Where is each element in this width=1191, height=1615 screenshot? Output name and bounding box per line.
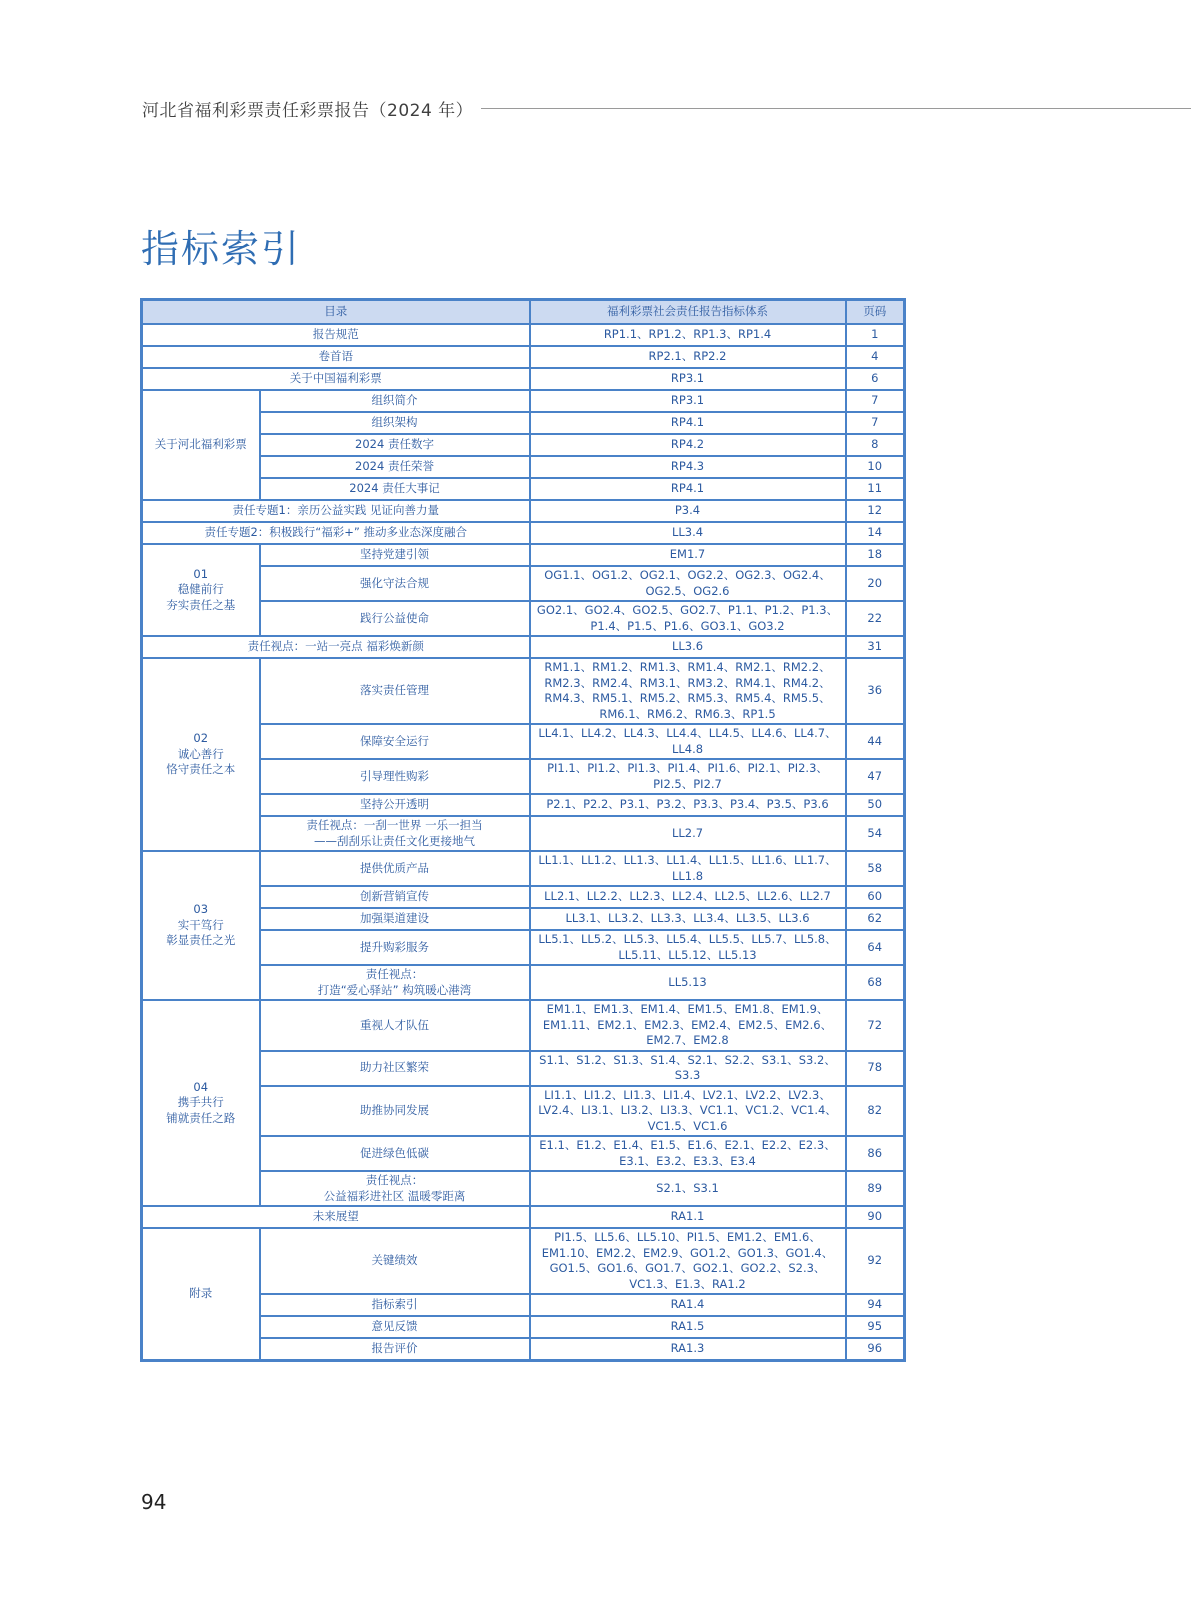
index-codes: RA1.4 — [530, 1294, 846, 1316]
index-codes: RA1.5 — [530, 1316, 846, 1338]
table-row — [142, 346, 905, 368]
page-number: 31 — [846, 636, 905, 658]
index-codes: LL4.1、LL4.2、LL4.3、LL4.4、LL4.5、LL4.6、LL4.7、LL4.8 — [530, 724, 846, 759]
page-number: 60 — [846, 886, 905, 908]
page-number: 95 — [846, 1316, 905, 1338]
table-body — [142, 324, 905, 1360]
catalog-item: 促进绿色低碳 — [260, 1136, 530, 1171]
column-header-index: 福利彩票社会责任报告指标体系 — [530, 300, 846, 325]
index-codes: RP2.1、RP2.2 — [530, 346, 846, 368]
section-label-line: 诚心善行 — [177, 746, 224, 761]
page-number: 96 — [846, 1338, 905, 1360]
page-number: 94 — [846, 1294, 905, 1316]
index-codes: S1.1、S1.2、S1.3、S1.4、S2.1、S2.2、S3.1、S3.2、S3.3 — [530, 1051, 846, 1086]
page-header — [142, 94, 1191, 122]
index-codes: P2.1、P2.2、P3.1、P3.2、P3.3、P3.4、P3.5、P3.6 — [530, 794, 846, 816]
catalog-item: 2024 责任数字 — [260, 434, 530, 456]
section-label — [142, 1000, 260, 1206]
page-number: 10 — [846, 456, 905, 478]
index-codes: LL2.1、LL2.2、LL2.3、LL2.4、LL2.5、LL2.6、LL2.7 — [530, 886, 846, 908]
page-number: 12 — [846, 500, 905, 522]
section-label-line: 夯实责任之基 — [166, 597, 236, 612]
index-codes: LI1.1、LI1.2、LI1.3、LI1.4、LV2.1、LV2.2、LV2.3、LV2.4、LI3.1、LI3.2、LI3.3、VC1.1、VC1.2、VC1.4、VC1.5、VC1.6 — [530, 1086, 846, 1137]
table-row — [142, 522, 905, 544]
catalog-item: 引导理性购彩 — [260, 759, 530, 794]
index-codes: E1.1、E1.2、E1.4、E1.5、E1.6、E2.1、E2.2、E2.3、E3.1、E3.2、E3.3、E3.4 — [530, 1136, 846, 1171]
index-codes: LL2.7 — [530, 816, 846, 851]
table-row — [142, 324, 905, 346]
section-label-line: 01 — [193, 566, 209, 581]
index-codes: PI1.1、PI1.2、PI1.3、PI1.4、PI1.6、PI2.1、PI2.3、PI2.5、PI2.7 — [530, 759, 846, 794]
catalog-item: 坚持党建引领 — [260, 544, 530, 566]
catalog-item: 重视人才队伍 — [260, 1000, 530, 1051]
index-table-wrapper — [140, 298, 903, 1362]
index-codes: S2.1、S3.1 — [530, 1171, 846, 1206]
index-codes: LL3.4 — [530, 522, 846, 544]
catalog-item: 组织架构 — [260, 412, 530, 434]
section-label-line: 02 — [193, 731, 209, 746]
section-label — [142, 851, 260, 1000]
section-label-line: 彰显责任之光 — [166, 933, 236, 948]
catalog-item: 指标索引 — [260, 1294, 530, 1316]
catalog-item: 保障安全运行 — [260, 724, 530, 759]
table-row — [142, 636, 905, 658]
catalog-item: 2024 责任大事记 — [260, 478, 530, 500]
column-header-catalog: 目录 — [142, 300, 530, 325]
section-label — [142, 544, 260, 636]
report-title: 河北省福利彩票责任彩票报告（2024 年） — [142, 100, 474, 121]
catalog-item: 强化守法合规 — [260, 566, 530, 601]
page-number: 7 — [846, 390, 905, 412]
page-number: 14 — [846, 522, 905, 544]
section-label — [142, 1228, 260, 1360]
page-number: 7 — [846, 412, 905, 434]
section-label — [142, 658, 260, 851]
page-number: 72 — [846, 1000, 905, 1051]
catalog-item: 卷首语 — [142, 346, 530, 368]
page-number: 82 — [846, 1086, 905, 1137]
section-label — [142, 390, 260, 500]
catalog-item: 组织简介 — [260, 390, 530, 412]
catalog-item: 报告评价 — [260, 1338, 530, 1360]
table-row — [142, 368, 905, 390]
table-row — [142, 1228, 905, 1294]
catalog-item: 提升购彩服务 — [260, 930, 530, 965]
table-header-row — [142, 300, 905, 325]
page-number: 44 — [846, 724, 905, 759]
page-number: 68 — [846, 965, 905, 1000]
page-number: 92 — [846, 1228, 905, 1294]
index-codes: RP4.3 — [530, 456, 846, 478]
catalog-item: 创新营销宣传 — [260, 886, 530, 908]
table-row — [142, 390, 905, 412]
index-codes: LL5.13 — [530, 965, 846, 1000]
page-number: 78 — [846, 1051, 905, 1086]
catalog-item: 助推协同发展 — [260, 1086, 530, 1137]
index-codes: EM1.1、EM1.3、EM1.4、EM1.5、EM1.8、EM1.9、EM1.11、EM2.1、EM2.3、EM2.4、EM2.5、EM2.6、EM2.7、EM2.8 — [530, 1000, 846, 1051]
column-header-page: 页码 — [846, 300, 905, 325]
table-row — [142, 500, 905, 522]
index-codes: LL3.1、LL3.2、LL3.3、LL3.4、LL3.5、LL3.6 — [530, 908, 846, 930]
table-row — [142, 544, 905, 566]
page-number: 18 — [846, 544, 905, 566]
table-row — [142, 658, 905, 724]
catalog-item: 意见反馈 — [260, 1316, 530, 1338]
page-number: 11 — [846, 478, 905, 500]
catalog-item: 关键绩效 — [260, 1228, 530, 1294]
table-row — [142, 1000, 905, 1051]
page-title: 指标索引 — [141, 227, 302, 271]
index-codes: RP1.1、RP1.2、RP1.3、RP1.4 — [530, 324, 846, 346]
index-table — [140, 298, 906, 1362]
catalog-item: 未来展望 — [142, 1206, 530, 1228]
index-codes: LL5.1、LL5.2、LL5.3、LL5.4、LL5.5、LL5.7、LL5.8、LL5.11、LL5.12、LL5.13 — [530, 930, 846, 965]
section-label-line: 携手共行 — [177, 1095, 224, 1110]
index-codes: RM1.1、RM1.2、RM1.3、RM1.4、RM2.1、RM2.2、RM2.3、RM2.4、RM3.1、RM3.2、RM4.1、RM4.2、RM4.3、RM5.1、RM5.2、RM5.3、RM5.4、RM5.5、RM6.1、RM6.2、RM6.3、RP1.5 — [530, 658, 846, 724]
index-codes: RP4.1 — [530, 478, 846, 500]
page-number: 4 — [846, 346, 905, 368]
page-number: 47 — [846, 759, 905, 794]
catalog-item: 助力社区繁荣 — [260, 1051, 530, 1086]
catalog-item: 坚持公开透明 — [260, 794, 530, 816]
index-codes: P3.4 — [530, 500, 846, 522]
catalog-item: 提供优质产品 — [260, 851, 530, 886]
catalog-item: 2024 责任荣誉 — [260, 456, 530, 478]
page-number: 64 — [846, 930, 905, 965]
catalog-item: 责任专题2：积极践行“福彩+” 推动多业态深度融合 — [142, 522, 530, 544]
index-codes: PI1.5、LL5.6、LL5.10、PI1.5、EM1.2、EM1.6、EM1.10、EM2.2、EM2.9、GO1.2、GO1.3、GO1.4、GO1.5、GO1.6、GO1.7、GO2.1、GO2.2、S2.3、VC1.3、E1.3、RA1.2 — [530, 1228, 846, 1294]
catalog-item: 责任视点： 打造“爱心驿站” 构筑暖心港湾 — [260, 965, 530, 1000]
catalog-item: 践行公益使命 — [260, 601, 530, 636]
index-codes: LL1.1、LL1.2、LL1.3、LL1.4、LL1.5、LL1.6、LL1.7、LL1.8 — [530, 851, 846, 886]
index-codes: RP4.2 — [530, 434, 846, 456]
page-number: 8 — [846, 434, 905, 456]
page-number: 89 — [846, 1171, 905, 1206]
catalog-item: 责任视点：一刮一世界 一乐一担当 ——刮刮乐让责任文化更接地气 — [260, 816, 530, 851]
section-label-line: 恪守责任之本 — [166, 762, 236, 777]
page-number: 90 — [846, 1206, 905, 1228]
catalog-item: 加强渠道建设 — [260, 908, 530, 930]
page-number: 86 — [846, 1136, 905, 1171]
index-codes: RP3.1 — [530, 390, 846, 412]
catalog-item: 报告规范 — [142, 324, 530, 346]
section-label-line: 铺就责任之路 — [166, 1110, 236, 1125]
page-number: 22 — [846, 601, 905, 636]
page-number: 6 — [846, 368, 905, 390]
index-codes: RP3.1 — [530, 368, 846, 390]
index-codes: EM1.7 — [530, 544, 846, 566]
catalog-item: 责任视点： 公益福彩进社区 温暖零距离 — [260, 1171, 530, 1206]
index-codes: GO2.1、GO2.4、GO2.5、GO2.7、P1.1、P1.2、P1.3、P1.4、P1.5、P1.6、GO3.1、GO3.2 — [530, 601, 846, 636]
table-row — [142, 851, 905, 886]
section-label-line: 关于河北福利彩票 — [154, 437, 247, 452]
table-row — [142, 1206, 905, 1228]
section-label-line: 03 — [193, 902, 209, 917]
section-label-line: 稳健前行 — [177, 582, 224, 597]
catalog-item: 落实责任管理 — [260, 658, 530, 724]
page-number: 58 — [846, 851, 905, 886]
section-label-line: 04 — [193, 1079, 209, 1094]
responsibility-viewpoint: 责任视点：一站一亮点 福彩焕新颜 — [142, 636, 530, 658]
index-codes: RP4.1 — [530, 412, 846, 434]
page-number: 62 — [846, 908, 905, 930]
index-codes: LL3.6 — [530, 636, 846, 658]
page-number: 36 — [846, 658, 905, 724]
page-number: 54 — [846, 816, 905, 851]
section-label-line: 附录 — [189, 1286, 213, 1300]
page-number-footer: 94 — [141, 1490, 167, 1514]
index-codes: RA1.3 — [530, 1338, 846, 1360]
header-divider — [481, 108, 1191, 109]
index-codes: RA1.1 — [530, 1206, 846, 1228]
index-codes: OG1.1、OG1.2、OG2.1、OG2.2、OG2.3、OG2.4、OG2.5、OG2.6 — [530, 566, 846, 601]
catalog-item: 责任专题1：亲历公益实践 见证向善力量 — [142, 500, 530, 522]
page-number: 20 — [846, 566, 905, 601]
section-label-line: 实干笃行 — [177, 917, 224, 932]
page-number: 50 — [846, 794, 905, 816]
page-number: 1 — [846, 324, 905, 346]
catalog-item: 关于中国福利彩票 — [142, 368, 530, 390]
